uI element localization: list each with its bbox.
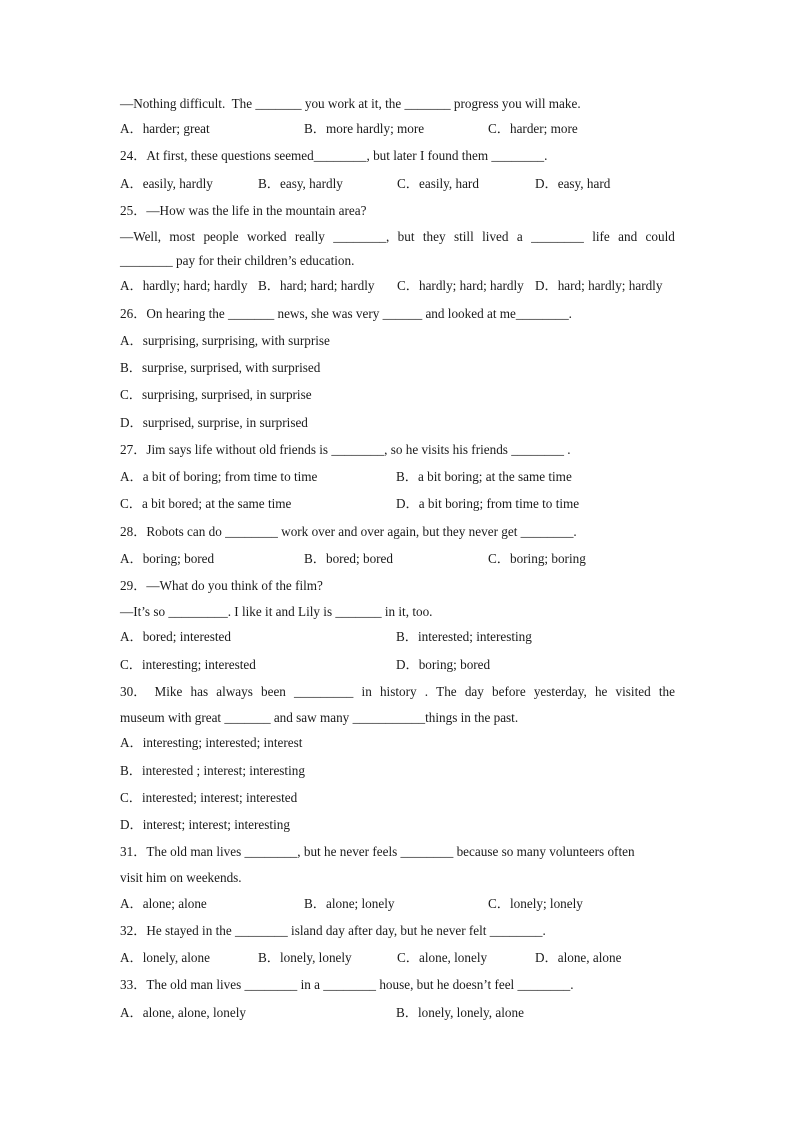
word: a xyxy=(516,229,523,244)
word: before xyxy=(492,684,526,699)
q29-option-a: A．bored; interested xyxy=(120,629,231,644)
q26-option-b: B．surprise, surprised, with surprised xyxy=(120,360,321,375)
q30-question-line1 xyxy=(120,684,675,700)
q29-question: 29．—What do you think of the film? xyxy=(120,578,323,593)
q23-dialogue: —Nothing difficult. The _______ you work at it, the _______ progress you will make. xyxy=(120,96,581,111)
word: could xyxy=(645,229,675,244)
q27-option-a: A．a bit of boring; from time to time xyxy=(120,469,318,484)
word: —Well, xyxy=(120,229,162,244)
q26-option-d: D．surprised, surprise, in surprised xyxy=(120,415,308,430)
word: he xyxy=(594,684,608,699)
q24-option-b: B．easy, hardly xyxy=(258,176,343,191)
word: and xyxy=(618,229,638,244)
word: Mike xyxy=(154,684,183,699)
word: . xyxy=(424,684,429,699)
q26-question: 26．On hearing the _______ news, she was very ______ and looked at me________. xyxy=(120,306,572,321)
q25-answer-line2: ________ pay for their children’s education. xyxy=(120,253,355,268)
q28-option-a: A．boring; bored xyxy=(120,551,215,566)
q33-option-b: B．lonely, lonely, alone xyxy=(396,1005,524,1020)
q25-option-a: A．hardly; hard; hardly xyxy=(120,278,248,293)
word: _________ xyxy=(294,684,354,699)
word: yesterday, xyxy=(533,684,587,699)
q30-option-b: B．interested ; interest; interesting xyxy=(120,763,305,778)
word: day xyxy=(464,684,484,699)
word: they xyxy=(422,229,446,244)
q32-option-d: D．alone, alone xyxy=(535,950,622,965)
word: has xyxy=(190,684,209,699)
q27-option-b: B．a bit boring; at the same time xyxy=(396,469,572,484)
word: history xyxy=(379,684,417,699)
q27-option-c: C．a bit bored; at the same time xyxy=(120,496,292,511)
q30-option-d: D．interest; interest; interesting xyxy=(120,817,290,832)
q25-option-d: D．hard; hardly; hardly xyxy=(535,278,663,293)
word: in xyxy=(361,684,372,699)
q33-option-a: A．alone, alone, lonely xyxy=(120,1005,246,1020)
q25-question: 25．—How was the life in the mountain area? xyxy=(120,203,367,218)
q28-option-b: B．bored; bored xyxy=(304,551,393,566)
q32-option-c: C．alone, lonely xyxy=(397,950,488,965)
word: The xyxy=(436,684,457,699)
q29-option-c: C．interesting; interested xyxy=(120,657,256,672)
word: the xyxy=(658,684,675,699)
word: ________ xyxy=(531,229,584,244)
q28-option-c: C．boring; boring xyxy=(488,551,586,566)
q23-option-c: C．harder; more xyxy=(488,121,578,136)
q27-option-d: D．a bit boring; from time to time xyxy=(396,496,580,511)
q24-option-d: D．easy, hard xyxy=(535,176,611,191)
q25-option-c: C．hardly; hard; hardly xyxy=(397,278,524,293)
q31-option-c: C．lonely; lonely xyxy=(488,896,583,911)
word: still xyxy=(453,229,474,244)
q23-option-b: B．more hardly; more xyxy=(304,121,425,136)
word: worked xyxy=(246,229,287,244)
word: most xyxy=(169,229,196,244)
q32-option-a: A．lonely, alone xyxy=(120,950,210,965)
q30-option-c: C．interested; interest; interested xyxy=(120,790,298,805)
q25-answer-line1 xyxy=(120,229,675,245)
q30-option-a: A．interesting; interested; interest xyxy=(120,735,303,750)
q31-question: 31．The old man lives ________, but he never feels ________ because so many volunteers often xyxy=(120,844,635,859)
q31-option-b: B．alone; lonely xyxy=(304,896,395,911)
word: 30． xyxy=(120,684,147,699)
q29-dialogue: —It’s so _________. I like it and Lily is _______ in it, too. xyxy=(120,604,433,619)
q24-option-c: C．easily, hard xyxy=(397,176,479,191)
word: been xyxy=(261,684,286,699)
word: life xyxy=(592,229,610,244)
word: but xyxy=(397,229,415,244)
word: always xyxy=(216,684,253,699)
q28-question: 28．Robots can do ________ work over and over again, but they never get ________. xyxy=(120,524,577,539)
q24-option-a: A．easily, hardly xyxy=(120,176,213,191)
q32-option-b: B．lonely, lonely xyxy=(258,950,352,965)
q29-option-b: B．interested; interesting xyxy=(396,629,532,644)
word: ________, xyxy=(333,229,390,244)
q31-question-line2: visit him on weekends. xyxy=(120,870,242,885)
q26-option-a: A．surprising, surprising, with surprise xyxy=(120,333,330,348)
q27-question: 27．Jim says life without old friends is ________, so he visits his friends ________ . xyxy=(120,442,571,457)
word: really xyxy=(294,229,325,244)
q33-question: 33．The old man lives ________ in a ________ house, but he doesn’t feel ________. xyxy=(120,977,574,992)
q25-option-b: B．hard; hard; hardly xyxy=(258,278,375,293)
q31-option-a: A．alone; alone xyxy=(120,896,207,911)
q26-option-c: C．surprising, surprised, in surprise xyxy=(120,387,312,402)
q23-option-a: A．harder; great xyxy=(120,121,210,136)
word: people xyxy=(203,229,239,244)
q30-question-line2: museum with great _______ and saw many ___________things in the past. xyxy=(120,710,519,725)
word: lived xyxy=(482,229,509,244)
q24-question: 24．At first, these questions seemed________, but later I found them ________. xyxy=(120,148,548,163)
q29-option-d: D．boring; bored xyxy=(396,657,491,672)
word: visited xyxy=(615,684,651,699)
q32-question: 32．He stayed in the ________ island day after day, but he never felt ________. xyxy=(120,923,546,938)
